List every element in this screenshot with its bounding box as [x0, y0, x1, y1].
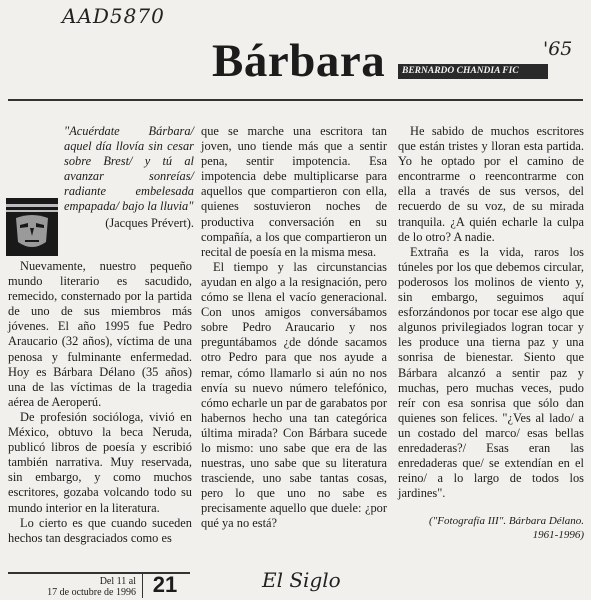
paragraph: que se marche una escritora tan joven, uno tiende más que a sentir pena, sentir impotencia. Esa impotencia debe multiplicarse para aquellos que compartieron con ella, quienes sostuvieron noches de productiva conversación en su compañía, a los que compartieron un recital de poesía en la misma mesa.	[201, 124, 387, 259]
article-title: Bárbara	[212, 35, 386, 87]
paragraph: Extraña es la vida, raros los túneles por los que debemos circular, poderosos los molinos de viento y, sin embargo, seguimos aquí esforzándonos por tocar ese algo que algunos privilegiados logran tocar y les produce una tierna paz y una sonrisa de bienestar. Siento que Bárbara alcanzó a sentir paz y muchas, pero muchas veces, pudo reír con esa sonrisa que sólo dan quienes son felices. "¿Ves al lado/ a un costado del marco/ esas bellas enredaderas?/ Esas eran las enredaderas que/ se extendían en el reino/ a lo largo de todos los jardines".	[398, 244, 584, 501]
epigraph-source: (Jacques Prévert).	[105, 216, 194, 230]
issue-date-line-1: Del 11 al	[99, 576, 136, 587]
mask-illustration-icon	[6, 198, 58, 256]
newspaper-name: El Siglo	[262, 568, 341, 592]
column-1	[8, 259, 192, 546]
epigraph	[64, 124, 194, 231]
column-3	[398, 124, 584, 501]
paragraph: Lo cierto es que cuando suceden hechos tan desgraciados como es	[8, 515, 192, 545]
paragraph: De profesión socióloga, vivió en México, obtuvo la beca Neruda, publicó libros de poesía y escribió también narrativa. Muy reservada, sin embargo, y como muchos escritores, gozaba volcando todo su mundo interior en la literatura.	[8, 409, 192, 515]
photo-credit	[412, 514, 584, 542]
column-2	[201, 124, 387, 532]
author-byline: BERNARDO CHANDIA FIC	[398, 64, 548, 79]
header-rule	[8, 99, 583, 101]
epigraph-quote: "Acuérdate Bárbara/ aquel día llovía sin cesar sobre Brest/ y tú al avanzar sonreías/ radiante embelesada empapada/ bajo la lluvia"	[64, 124, 194, 213]
credit-line-2: 1961-1996)	[532, 529, 584, 541]
paragraph: Nuevamente, nuestro pequeño mundo literario es sacudido, remecido, consternado por la partida de uno de sus miembros más jóvenes. El año 1995 fue Pedro Araucario (32 años), víctima de una penosa y fulminante enfermedad. Hoy es Bárbara Délano (35 años) una de las víctimas de la tragedia aérea de Aeroperú.	[8, 259, 192, 409]
issue-date	[20, 576, 136, 598]
archive-code: AAD5870	[62, 4, 165, 28]
page-number: 21	[142, 572, 187, 598]
handwritten-year: '65	[543, 38, 573, 60]
credit-line-1: ("Fotografía III". Bárbara Délano.	[429, 515, 584, 527]
paragraph: He sabido de muchos escritores que están tristes y lloran esta partida. Yo he optado por el camino de encontrarme o reencontrarme con ella a través de sus versos, del recuerdo de su voz, de su mirada tranquila. ¿A quién echarle la culpa de lo otro? A nadie.	[398, 124, 584, 244]
issue-date-line-2: 17 de octubre de 1996	[47, 587, 136, 598]
paragraph: El tiempo y las circunstancias ayudan en algo a la resignación, pero cómo se llena el vacío generacional. Con unos amigos conversábamos sobre Pedro Araucario y nos preguntábamos ¿de dónde sacamos otro Pedro para que nos ayude a remar, cómo llamarlo si aún no nos envía su nuevo número telefónico, cómo echarle un par de garabatos por habernos hecho una tan categórica última mirada? Con Bárbara sucede lo mismo: uno sabe que era de las nuestras, uno sabe que su literatura trasciende, uno sabe tantas cosas, pero lo que uno no sabe es precisamente aquello que duele: ¿por qué ya no está?	[201, 259, 387, 531]
